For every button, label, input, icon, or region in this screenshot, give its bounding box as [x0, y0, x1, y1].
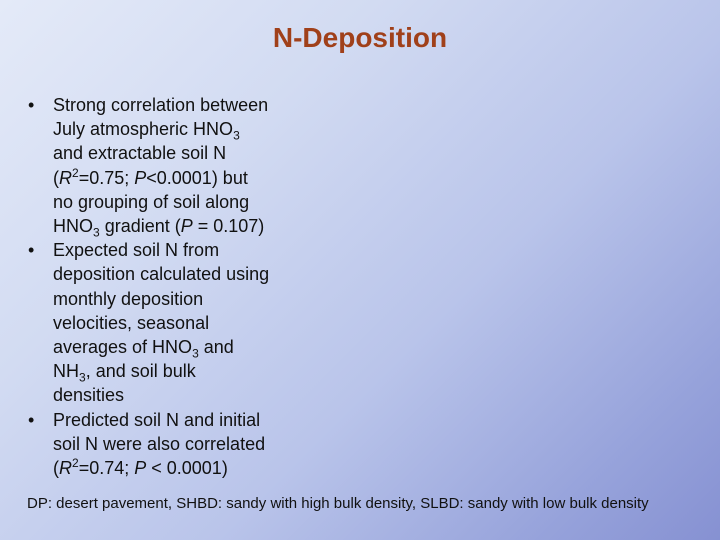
- italic-p: P: [134, 458, 147, 479]
- italic-p: P: [134, 167, 147, 188]
- superscript: 2: [72, 456, 79, 471]
- bullet-line: no grouping of soil along: [53, 191, 250, 212]
- bullet-line: deposition calculated using: [53, 264, 270, 285]
- bullet-item: [24, 238, 324, 407]
- bullet-line: velocities, seasonal: [53, 312, 210, 333]
- bullet-line: July atmospheric HNO: [53, 119, 234, 140]
- bullet-line: Strong correlation between: [53, 95, 269, 115]
- text-fragment: =0.74;: [78, 458, 135, 479]
- bullet-item: [24, 93, 324, 238]
- bullet-line: and extractable soil N: [53, 143, 227, 164]
- text-fragment: < 0.0001): [146, 458, 228, 479]
- bullet-dot: •: [28, 95, 35, 115]
- slide-title: N-Deposition: [272, 22, 448, 53]
- bullet-line: densities: [53, 385, 125, 406]
- subscript: 3: [192, 346, 199, 361]
- bullet-list: [24, 93, 324, 480]
- subscript: 3: [93, 225, 100, 240]
- italic-r: R: [59, 167, 72, 188]
- text-fragment: <0.0001) but: [146, 167, 248, 188]
- text-fragment: =0.75;: [78, 167, 135, 188]
- bullet-dot: •: [28, 409, 35, 430]
- bullet-item: [24, 408, 324, 481]
- text-fragment: HNO: [53, 216, 93, 237]
- text-fragment: = 0.107): [192, 216, 265, 237]
- text-fragment: gradient (: [99, 216, 181, 237]
- text-fragment: averages of HNO: [53, 337, 193, 358]
- text-fragment: (: [53, 167, 59, 188]
- subscript: 3: [79, 370, 86, 385]
- bullet-line: Expected soil N from: [53, 240, 220, 261]
- text-fragment: and: [198, 337, 234, 358]
- text-fragment: (: [53, 458, 59, 479]
- bullet-dot: •: [28, 240, 35, 261]
- text-fragment: , and soil bulk: [85, 361, 196, 382]
- footnote: DP: desert pavement, SHBD: sandy with high bulk density, SLBD: sandy with low bulk density: [27, 495, 649, 512]
- bullet-line: Predicted soil N and initial: [53, 409, 261, 430]
- bullet-line: soil N were also correlated: [53, 433, 266, 454]
- text-fragment: NH: [53, 361, 79, 382]
- bullet-line: monthly deposition: [53, 288, 204, 309]
- superscript: 2: [72, 165, 79, 180]
- italic-r: R: [59, 458, 72, 479]
- subscript: 3: [233, 128, 240, 143]
- italic-p: P: [180, 216, 193, 237]
